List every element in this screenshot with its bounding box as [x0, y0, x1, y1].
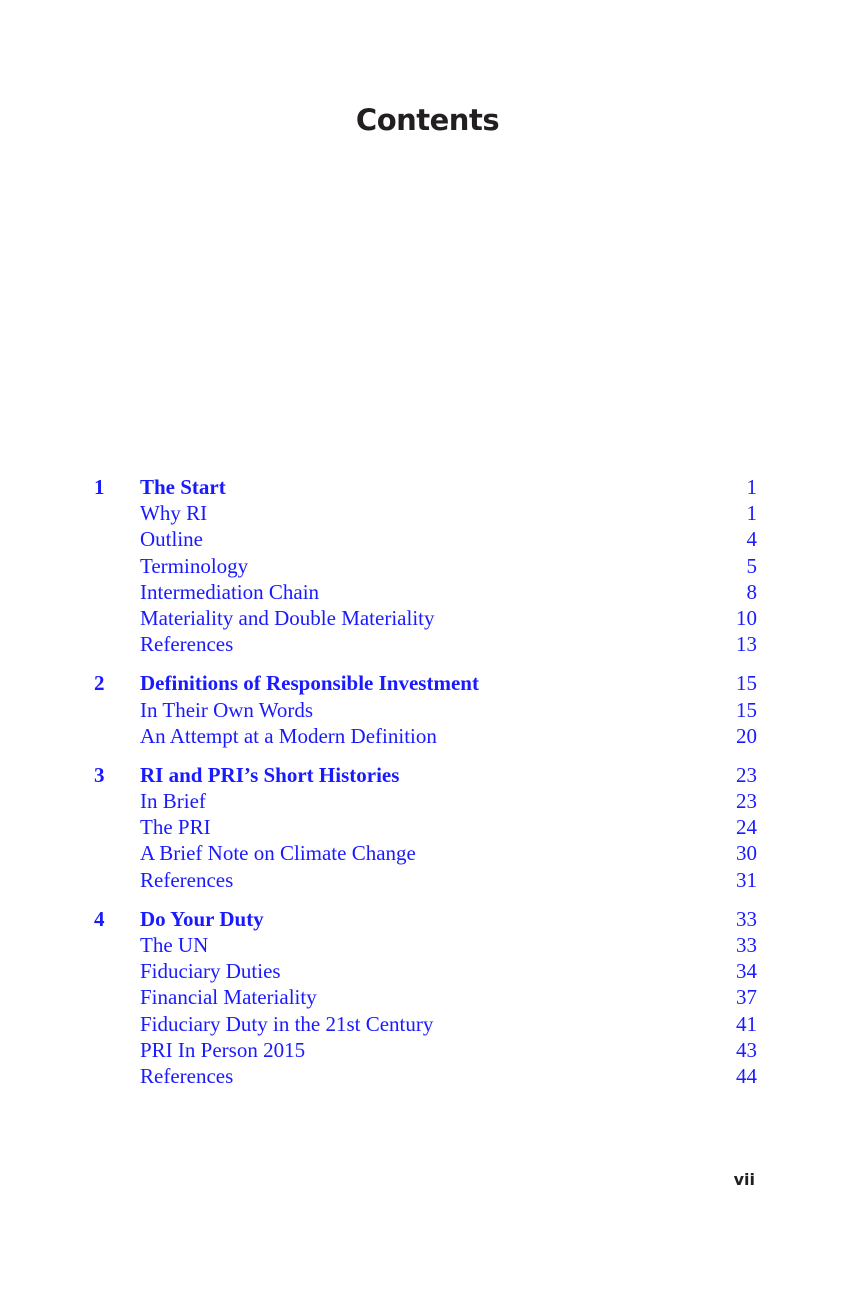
section-link[interactable] — [93, 1063, 757, 1089]
section-title: Outline — [140, 527, 203, 552]
page-number: 34 — [736, 959, 757, 984]
table-of-contents — [93, 474, 757, 1102]
section-link[interactable] — [93, 553, 757, 579]
page-number: 33 — [736, 933, 757, 957]
section-title: PRI In Person 2015 — [140, 1037, 306, 1062]
chapter-heading-link[interactable] — [93, 762, 757, 788]
page-number: 23 — [736, 789, 757, 814]
page-title: Contents — [355, 103, 500, 137]
page-number: 4 — [746, 527, 757, 552]
section-link[interactable] — [93, 1037, 757, 1063]
section-link[interactable] — [93, 631, 757, 657]
page-number: 31 — [736, 867, 757, 892]
page-number: 33 — [736, 906, 757, 931]
section-link[interactable] — [93, 579, 757, 605]
page-number: 23 — [736, 762, 757, 787]
page-number: 8 — [746, 579, 757, 604]
section-link[interactable] — [93, 605, 757, 631]
section-title: Terminology — [140, 553, 249, 578]
section-link[interactable] — [93, 932, 757, 958]
section-link[interactable] — [93, 840, 757, 866]
section-title: The UN — [140, 933, 209, 957]
chapter-heading-link[interactable] — [93, 670, 757, 696]
chapter-2 — [93, 670, 757, 749]
page-number: 1 — [746, 501, 757, 526]
section-link[interactable] — [93, 788, 757, 814]
section-title: A Brief Note on Climate Change — [140, 841, 416, 866]
page-number: 24 — [736, 815, 757, 840]
chapter-4 — [93, 906, 757, 1089]
page-number: 5 — [746, 553, 757, 578]
section-title: In Their Own Words — [140, 697, 314, 722]
section-title: Why RI — [140, 501, 208, 526]
chapter-heading-link[interactable] — [93, 906, 757, 932]
chapter-title: The Start — [140, 475, 226, 499]
chapter-1 — [93, 474, 757, 657]
section-link[interactable] — [93, 723, 757, 749]
section-title: Materiality and Double Materiality — [140, 605, 435, 630]
folio-page-number: vii — [733, 1170, 755, 1189]
chapter-title: Definitions of Responsible Investment — [140, 671, 479, 696]
section-title: In Brief — [140, 789, 206, 814]
page-number: 41 — [736, 1011, 757, 1036]
section-link[interactable] — [93, 500, 757, 526]
page-number: 30 — [736, 841, 757, 866]
section-title: References — [140, 632, 234, 657]
section-link[interactable] — [93, 814, 757, 840]
section-title: The PRI — [140, 815, 211, 840]
page-number: 1 — [746, 475, 757, 499]
section-title: Financial Materiality — [140, 985, 317, 1010]
section-title: Fiduciary Duty in the 21st Century — [140, 1011, 434, 1036]
section-link[interactable] — [93, 867, 757, 893]
section-title: References — [140, 867, 234, 892]
section-link[interactable] — [93, 984, 757, 1010]
page-number: 10 — [736, 605, 757, 630]
page-number: 37 — [736, 985, 757, 1010]
section-link[interactable] — [93, 526, 757, 552]
section-title: Intermediation Chain — [140, 579, 320, 604]
page-number: 15 — [736, 671, 757, 696]
section-title: Fiduciary Duties — [140, 959, 281, 984]
section-link[interactable] — [93, 697, 757, 723]
page-number: 44 — [736, 1063, 757, 1088]
page-number: 15 — [736, 697, 757, 722]
section-title: References — [140, 1063, 234, 1088]
section-link[interactable] — [93, 958, 757, 984]
chapter-number: 4 — [94, 906, 105, 931]
page-number: 20 — [736, 723, 757, 748]
chapter-heading-link[interactable] — [93, 474, 757, 500]
chapter-number: 3 — [94, 762, 105, 787]
page-number: 13 — [736, 632, 757, 657]
chapter-number: 1 — [94, 475, 105, 499]
section-title: An Attempt at a Modern Definition — [140, 723, 437, 748]
chapter-title: Do Your Duty — [140, 906, 264, 931]
section-link[interactable] — [93, 1011, 757, 1037]
page-number: 43 — [736, 1037, 757, 1062]
chapter-title: RI and PRI’s Short Histories — [140, 762, 400, 787]
chapter-number: 2 — [94, 671, 105, 696]
chapter-3 — [93, 762, 757, 893]
